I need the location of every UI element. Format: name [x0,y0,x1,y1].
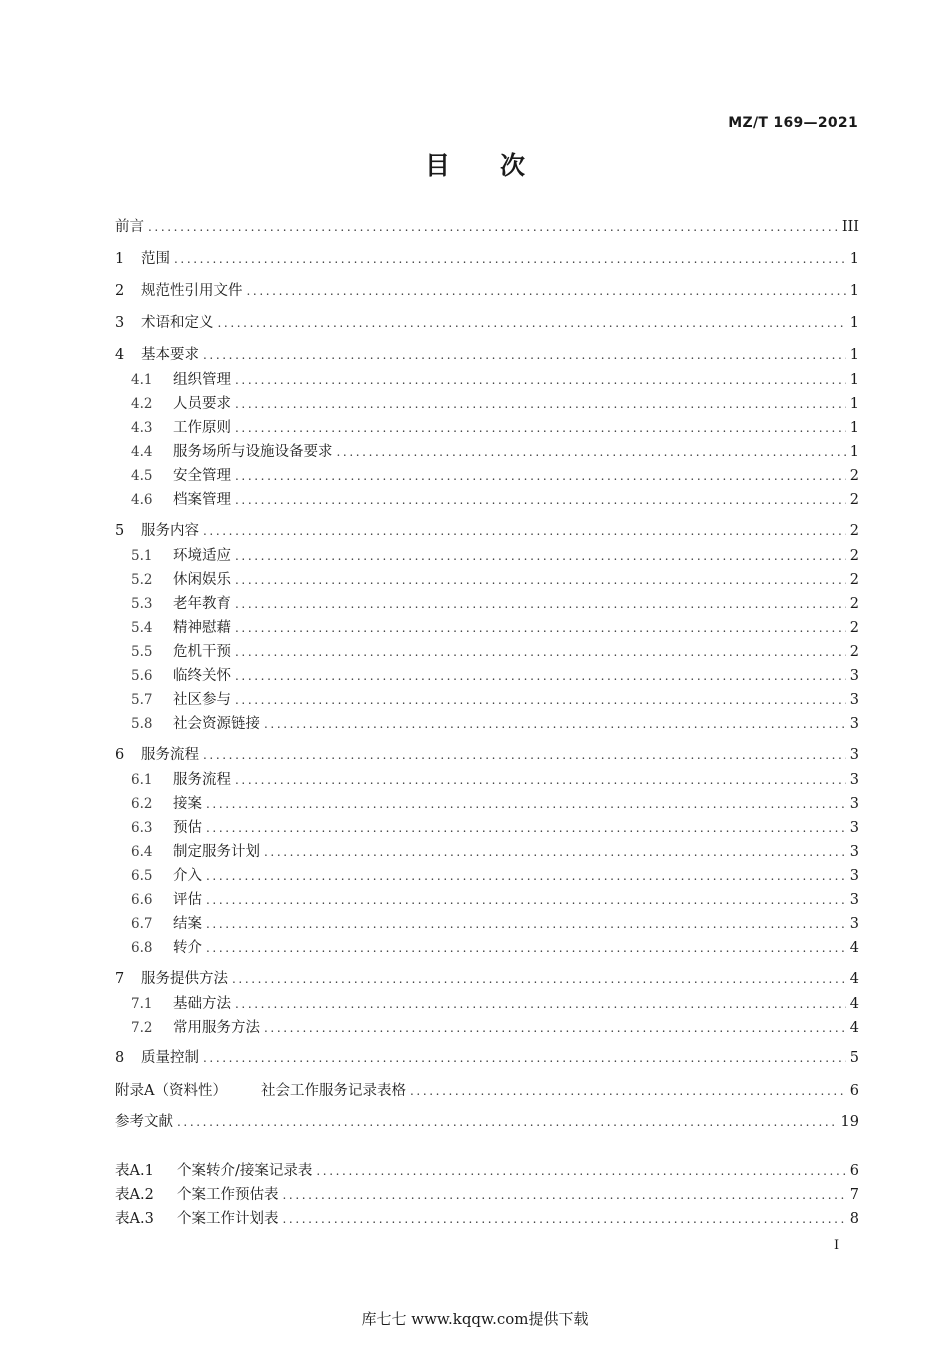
toc-entry-label: 精神慰藉 [173,620,231,636]
toc-entry-label: 基础方法 [173,996,231,1012]
toc-entry-number: 6.5 [131,868,153,884]
toc-entry[interactable] [115,969,859,989]
toc-entry-label: 前言 [115,219,144,235]
dot-leader [235,618,846,638]
toc-entry-label: 常用服务方法 [173,1020,260,1036]
toc-entry-label: 社区参与 [173,692,231,708]
toc-entry-page: 8 [849,1211,859,1227]
toc-entry-page: 1 [849,251,859,267]
toc-entry-page: 3 [849,916,859,932]
toc-entry[interactable] [115,345,859,365]
toc-entry-label: 危机干预 [173,644,231,660]
toc-entry[interactable] [131,370,859,390]
dot-leader [235,594,846,614]
toc-entry-number: 5.6 [131,668,153,684]
toc-entry-number: 6.4 [131,844,153,860]
download-footer: 库七七 www.kqqw.com提供下载 [361,1310,589,1328]
toc-entry-page: 3 [849,892,859,908]
toc-entry-label: 基本要求 [141,347,199,363]
toc-entry[interactable] [131,570,859,590]
dot-leader [218,313,846,333]
toc-entry-label: 安全管理 [173,468,231,484]
toc-entry-number: 6.7 [131,916,153,932]
standard-code: MZ/T 169—2021 [728,115,858,131]
toc-entry-label: 个案工作计划表 [177,1211,279,1227]
toc-entry-page: 3 [849,747,859,763]
toc-entry-page: 3 [849,844,859,860]
toc-entry-page: 2 [849,572,859,588]
toc-entry-label: 制定服务计划 [173,844,260,860]
toc-entry-page: 1 [849,420,859,436]
dot-leader [235,994,846,1014]
toc-entry-label: 介入 [173,868,202,884]
toc-entry-number: 6.3 [131,820,153,836]
dot-leader [174,249,846,269]
toc-entry-page: 2 [849,596,859,612]
toc-entry[interactable] [115,249,859,269]
dot-leader [316,1161,845,1181]
toc-entry-number: 7 [115,971,125,987]
toc-entry-number: 5.8 [131,716,153,732]
toc-entry[interactable] [131,618,859,638]
toc-entry-label: 人员要求 [173,396,231,412]
toc-entry-number: 4.4 [131,444,153,460]
toc-entry[interactable] [115,1161,859,1181]
dot-leader [337,442,846,462]
toc-entry-label: 术语和定义 [141,315,214,331]
dot-leader [283,1185,846,1205]
toc-entry[interactable] [131,666,859,686]
toc-entry-label: 休闲娱乐 [173,572,231,588]
toc-entry-number: 表A.3 [115,1211,154,1227]
toc-entry-number: 5.7 [131,692,153,708]
dot-leader [203,745,846,765]
toc-entry-number: 1 [115,251,125,267]
dot-leader [206,866,846,886]
toc-entry-page: 19 [840,1114,859,1130]
toc-entry-number: 5.2 [131,572,153,588]
toc-entry-number: 5.4 [131,620,153,636]
toc-entry-label: 个案转介/接案记录表 [177,1163,313,1179]
toc-entry-page: 3 [849,668,859,684]
toc-entry-page: III [841,219,859,235]
toc-entry-label: 服务场所与设施设备要求 [173,444,333,460]
toc-entry-label: 转介 [173,940,202,956]
toc-entry-number: 4 [115,347,125,363]
toc-entry-number: 6 [115,747,125,763]
toc-entry[interactable] [131,442,859,462]
dot-leader [264,714,846,734]
dot-leader [235,666,846,686]
toc-entry-label: 个案工作预估表 [177,1187,279,1203]
toc-entry-number: 4.6 [131,492,153,508]
dot-leader [235,394,846,414]
toc-entry-label: 评估 [173,892,202,908]
toc-entry-page: 6 [849,1163,859,1179]
dot-leader [206,938,846,958]
toc-entry[interactable] [131,394,859,414]
dot-leader [203,345,846,365]
dot-leader [235,770,846,790]
toc-entry-number: 5 [115,523,125,539]
page-title: 目 次 [424,151,525,180]
toc-entry[interactable] [131,794,859,814]
toc-entry-label: 临终关怀 [173,668,231,684]
toc-entry[interactable] [131,890,859,910]
toc-entry-label: 质量控制 [141,1050,199,1066]
dot-leader [206,818,846,838]
toc-entry-label: 社会工作服务记录表格 [261,1083,406,1099]
toc-entry-number: 表A.1 [115,1163,154,1179]
toc-entry[interactable] [131,818,859,838]
toc-entry-page: 2 [849,492,859,508]
page-number: I [834,1238,840,1253]
toc-entry[interactable] [115,313,859,333]
toc-entry-page: 3 [849,772,859,788]
toc-entry-label: 服务内容 [141,523,199,539]
dot-leader [235,490,846,510]
toc-entry-number: 6.2 [131,796,153,812]
dot-leader [203,521,846,541]
dot-leader [410,1081,846,1101]
toc-entry[interactable] [115,1209,859,1229]
dot-leader [264,1018,846,1038]
toc-entry-number: 4.3 [131,420,153,436]
toc-entry-page: 1 [849,315,859,331]
toc-entry-page: 3 [849,820,859,836]
toc-entry-label: 规范性引用文件 [141,283,243,299]
toc-entry-page: 2 [849,523,859,539]
toc-entry[interactable] [131,914,859,934]
toc-entry[interactable] [131,994,859,1014]
toc-entry-number: 4.2 [131,396,153,412]
toc-entry-page: 1 [849,283,859,299]
dot-leader [203,1048,846,1068]
toc-entry[interactable] [131,1018,859,1038]
dot-leader [232,969,846,989]
toc-entry-number: 4.1 [131,372,153,388]
toc-entry-label: 环境适应 [173,548,231,564]
toc-entry[interactable] [131,546,859,566]
toc-entry-page: 4 [849,996,859,1012]
toc-entry[interactable] [131,842,859,862]
toc-entry-label: 工作原则 [173,420,231,436]
toc-entry-page: 7 [849,1187,859,1203]
toc-entry-number: 5.3 [131,596,153,612]
toc-entry-label: 服务流程 [141,747,199,763]
toc-entry-page: 1 [849,444,859,460]
dot-leader [206,890,846,910]
toc-entry-label: 老年教育 [173,596,231,612]
dot-leader [148,217,838,237]
toc-entry-label: 接案 [173,796,202,812]
toc-entry[interactable] [131,490,859,510]
toc-entry-page: 2 [849,644,859,660]
toc-entry-label: 服务提供方法 [141,971,228,987]
dot-leader [206,914,846,934]
toc-entry[interactable] [131,642,859,662]
toc-entry-page: 5 [849,1050,859,1066]
toc-entry[interactable] [131,714,859,734]
dot-leader [264,842,846,862]
toc-entry-page: 3 [849,868,859,884]
toc-entry-label: 参考文献 [115,1114,173,1130]
toc-entry[interactable] [115,1185,859,1205]
toc-entry[interactable] [115,745,859,765]
toc-entry-page: 3 [849,796,859,812]
toc-entry-page: 1 [849,396,859,412]
toc-entry-page: 2 [849,468,859,484]
dot-leader [235,370,846,390]
dot-leader [235,642,846,662]
toc-entry-label: 服务流程 [173,772,231,788]
toc-entry-number: 5.1 [131,548,153,564]
dot-leader [283,1209,846,1229]
toc-entry[interactable] [131,466,859,486]
toc-entry-page: 1 [849,347,859,363]
toc-entry[interactable] [115,1048,859,1068]
toc-entry-number: 5.5 [131,644,153,660]
dot-leader [247,281,846,301]
dot-leader [235,466,846,486]
toc-entry-number: 8 [115,1050,125,1066]
toc-entry-number: 7.2 [131,1020,153,1036]
toc-entry-label: 档案管理 [173,492,231,508]
toc-entry-number: 4.5 [131,468,153,484]
toc-entry-number: 3 [115,315,125,331]
toc-entry[interactable] [131,938,859,958]
toc-entry[interactable] [131,594,859,614]
dot-leader [235,570,846,590]
toc-entry-number: 6.1 [131,772,153,788]
dot-leader [235,546,846,566]
toc-entry-page: 4 [849,940,859,956]
toc-entry-number: 附录A（资料性） [115,1083,227,1099]
toc-entry[interactable] [131,690,859,710]
toc-entry-number: 表A.2 [115,1187,154,1203]
toc-entry-page: 3 [849,716,859,732]
toc-entry[interactable] [115,281,859,301]
toc-entry-page: 2 [849,548,859,564]
toc-entry[interactable] [115,1081,859,1101]
toc-entry[interactable] [115,217,859,237]
toc-entry[interactable] [115,1112,859,1132]
toc-entry-number: 6.8 [131,940,153,956]
dot-leader [206,794,846,814]
toc-entry-label: 社会资源链接 [173,716,260,732]
toc-entry-label: 结案 [173,916,202,932]
toc-entry-page: 1 [849,372,859,388]
dot-leader [235,690,846,710]
toc-entry[interactable] [131,418,859,438]
toc-entry[interactable] [131,866,859,886]
toc-entry[interactable] [131,770,859,790]
toc-entry-page: 3 [849,692,859,708]
dot-leader [235,418,846,438]
toc-entry-number: 6.6 [131,892,153,908]
toc-entry-label: 范围 [141,251,170,267]
dot-leader [177,1112,837,1132]
toc-entry-number: 2 [115,283,125,299]
toc-entry-number: 7.1 [131,996,153,1012]
toc-entry-page: 6 [849,1083,859,1099]
toc-entry-label: 预估 [173,820,202,836]
toc-entry[interactable] [115,521,859,541]
toc-entry-label: 组织管理 [173,372,231,388]
toc-entry-page: 2 [849,620,859,636]
toc-entry-page: 4 [849,1020,859,1036]
toc-entry-page: 4 [849,971,859,987]
